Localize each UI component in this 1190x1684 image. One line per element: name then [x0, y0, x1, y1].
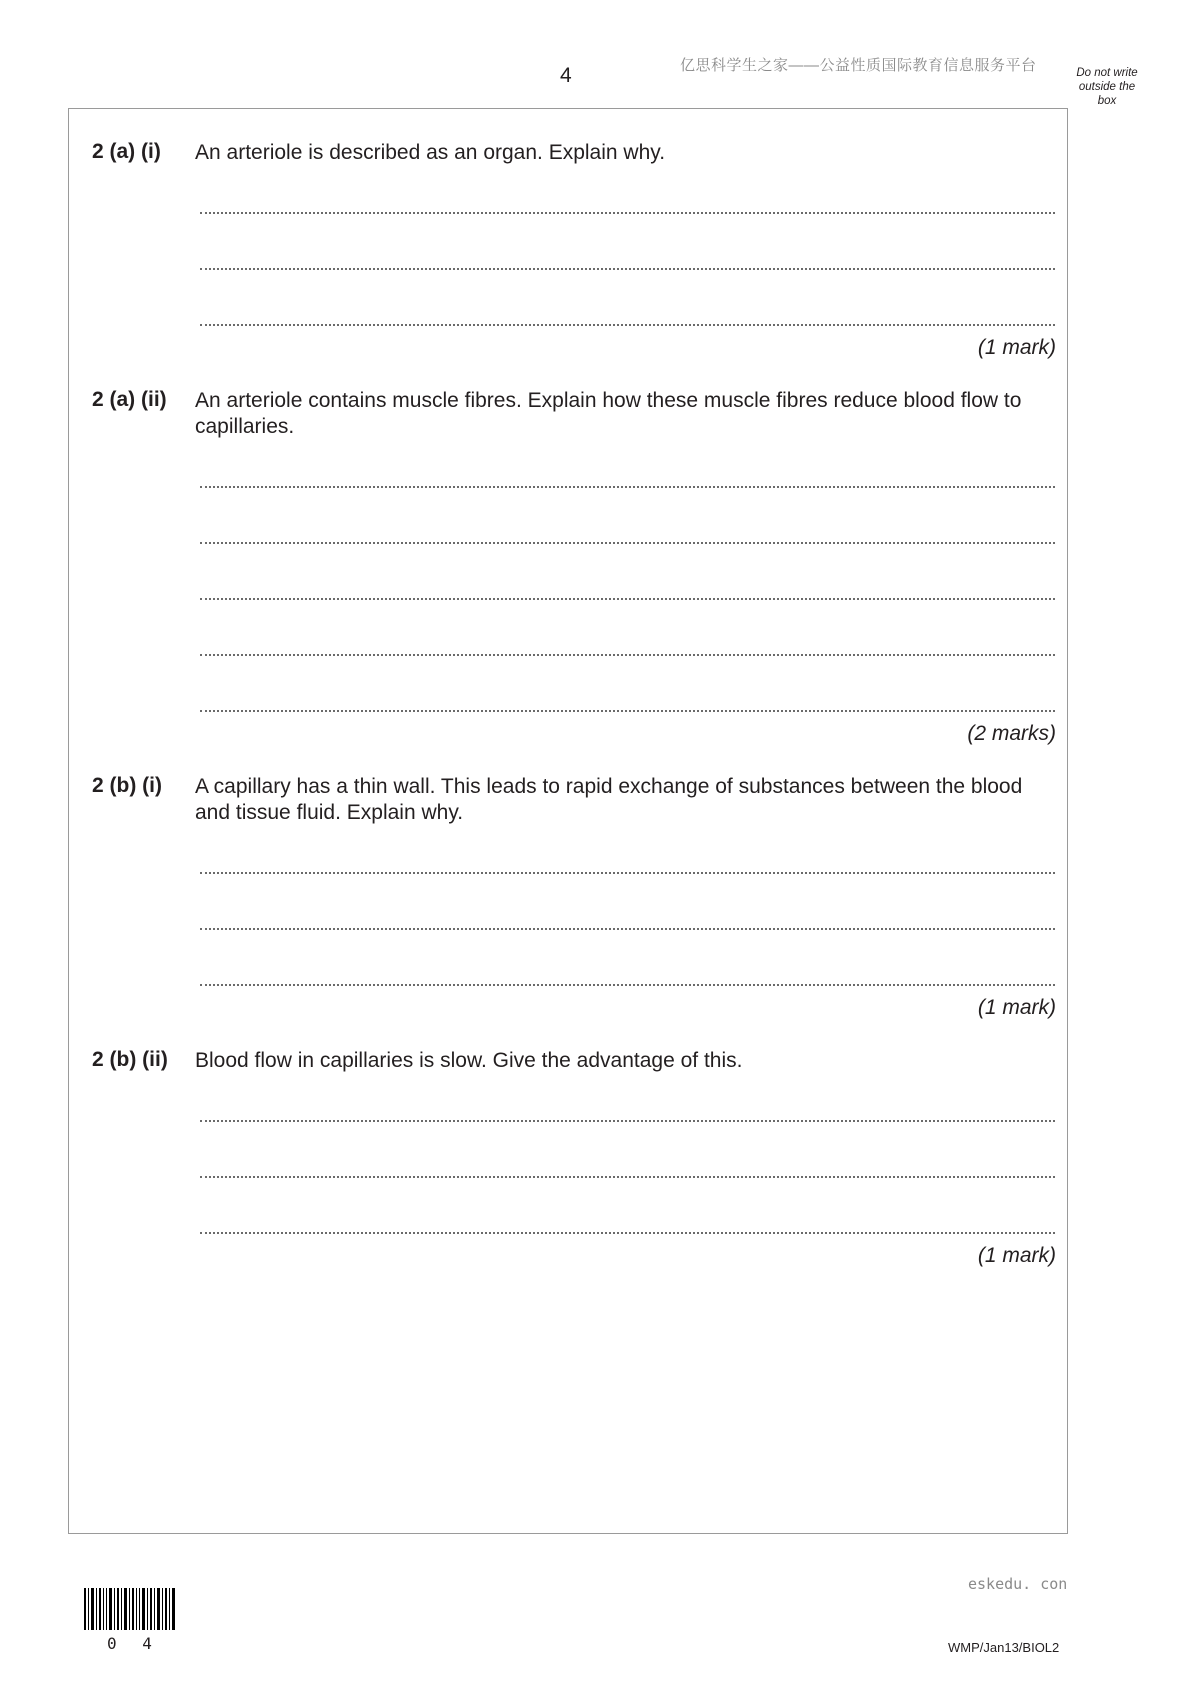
answer-line[interactable]: [200, 984, 1055, 986]
answer-line[interactable]: [200, 654, 1055, 656]
question-text: An arteriole is described as an organ. Explain why.: [195, 141, 666, 164]
barcode-number: 0 4: [107, 1634, 160, 1653]
answer-line[interactable]: [200, 1232, 1055, 1234]
page-number: 4: [560, 64, 572, 87]
answer-line[interactable]: [200, 710, 1055, 712]
answer-line[interactable]: [200, 598, 1055, 600]
answer-line[interactable]: [200, 212, 1055, 214]
margin-note: Do not write outside the box: [1076, 67, 1138, 107]
answer-line[interactable]: [200, 324, 1055, 326]
answer-line[interactable]: [200, 486, 1055, 488]
answer-line[interactable]: [200, 268, 1055, 270]
question-label: 2 (a) (i): [92, 140, 161, 163]
marks-label: (1 mark): [977, 1244, 1056, 1267]
marks-label: (2 marks): [967, 722, 1056, 745]
paper-reference: WMP/Jan13/BIOL2: [948, 1640, 1060, 1655]
site-watermark: eskedu. con: [968, 1575, 1068, 1593]
question-label: 2 (b) (ii): [92, 1048, 168, 1071]
question-label: 2 (a) (ii): [92, 388, 167, 411]
question-text: An arteriole contains muscle fibres. Explain how these muscle fibres reduce blood flow to capillaries.: [195, 389, 1022, 438]
answer-line[interactable]: [200, 1176, 1055, 1178]
marks-label: (1 mark): [977, 336, 1056, 359]
question-text: A capillary has a thin wall. This leads to rapid exchange of substances between the blood and tissue fluid. Explain why.: [195, 775, 1023, 824]
question-text: Blood flow in capillaries is slow. Give the advantage of this.: [195, 1049, 743, 1072]
barcode: [84, 1588, 176, 1630]
marks-label: (1 mark): [977, 996, 1056, 1019]
question-label: 2 (b) (i): [92, 774, 162, 797]
answer-line[interactable]: [200, 872, 1055, 874]
watermark-header: 亿思科学生之家——公益性质国际教育信息服务平台: [680, 57, 1037, 74]
answer-line[interactable]: [200, 542, 1055, 544]
answer-line[interactable]: [200, 928, 1055, 930]
answer-line[interactable]: [200, 1120, 1055, 1122]
